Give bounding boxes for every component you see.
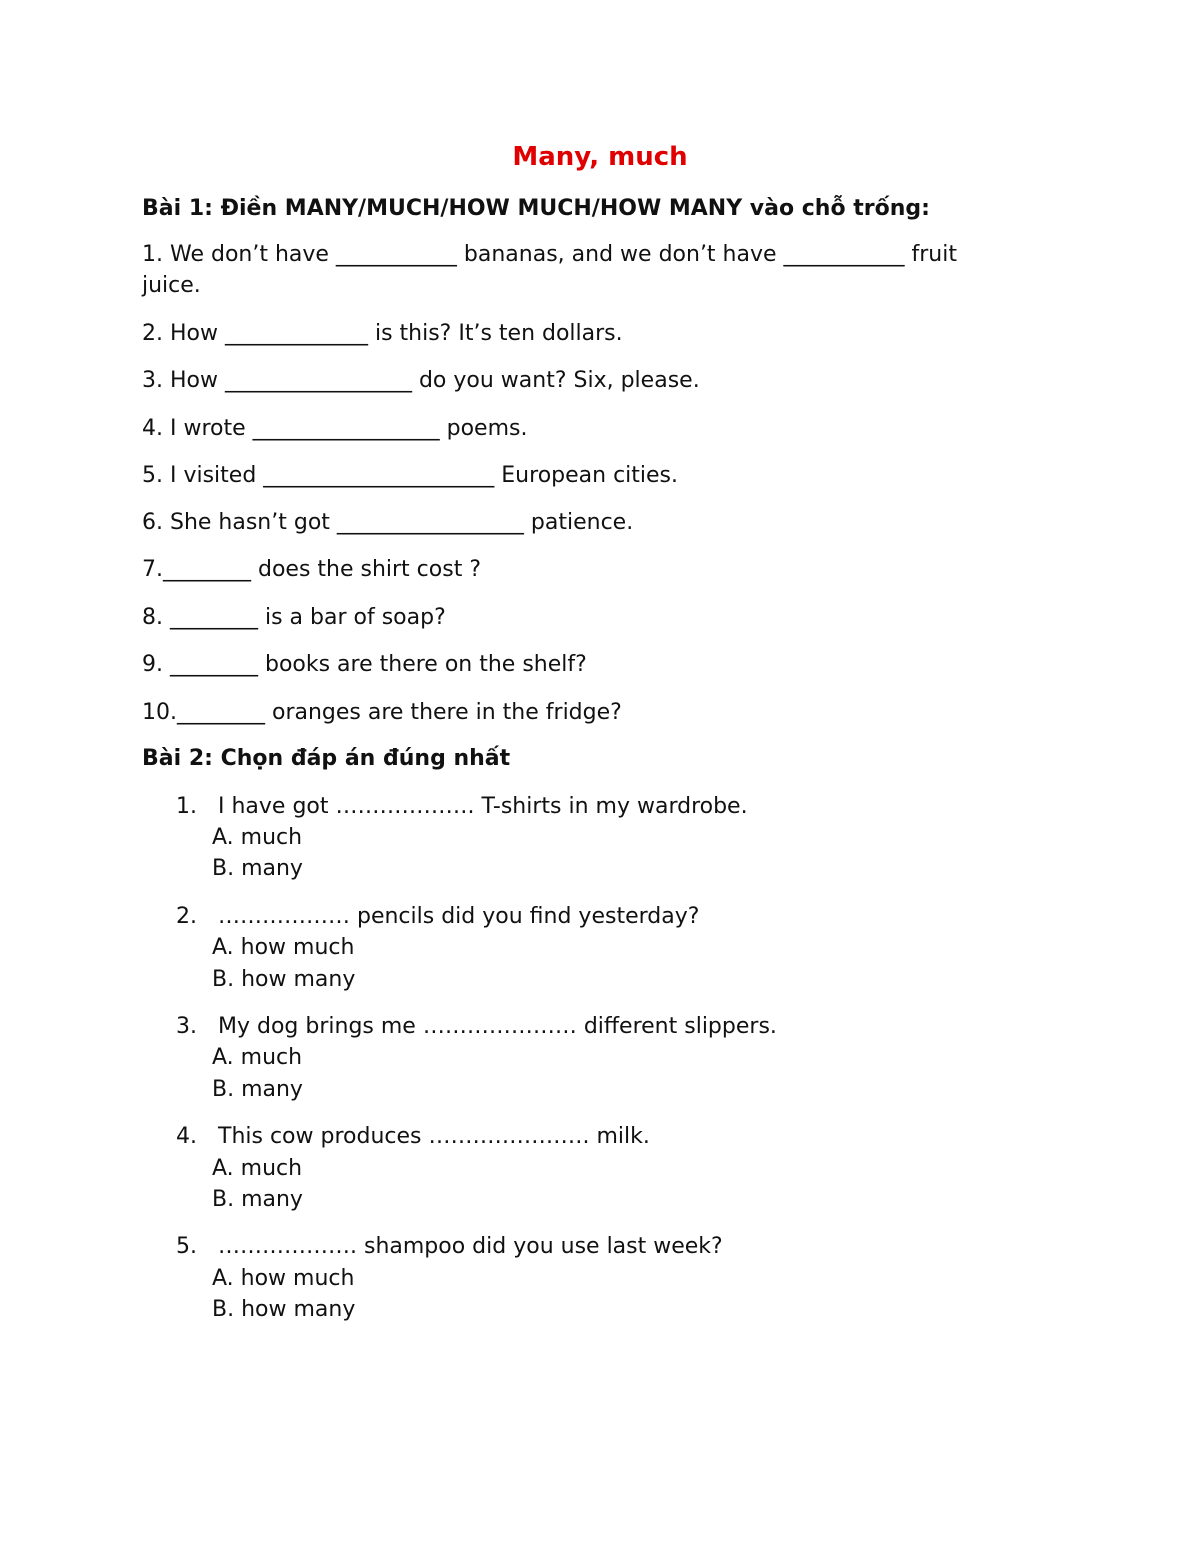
fill-item-10: 10.________ oranges are there in the fridge? [142, 700, 622, 725]
mc-option-b: B. how many [212, 967, 356, 992]
mc-question-text: ………………. shampoo did you use last week? [218, 1234, 723, 1259]
mc-question-number: 3. [176, 1014, 197, 1039]
mc-option-a: A. how much [212, 1266, 355, 1291]
mc-question-text: I have got ………………. T-shirts in my wardrobe. [218, 794, 748, 819]
fill-item-6: 6. She hasn’t got _________________ patience. [142, 510, 634, 535]
mc-question-number: 4. [176, 1124, 197, 1149]
mc-question-2 [176, 901, 699, 932]
section1-heading: Bài 1: Điền MANY/MUCH/HOW MUCH/HOW MANY vào chỗ trống: [142, 196, 930, 221]
mc-option-b: B. many [212, 1077, 303, 1102]
mc-question-text: This cow produces …………………. milk. [218, 1124, 650, 1149]
mc-question-number: 2. [176, 904, 197, 929]
section2-heading: Bài 2: Chọn đáp án đúng nhất [142, 746, 511, 771]
fill-item-9: 9. ________ books are there on the shelf? [142, 652, 587, 677]
fill-item-3: 3. How _________________ do you want? Six, please. [142, 368, 700, 393]
fill-item-7: 7.________ does the shirt cost ? [142, 557, 481, 582]
mc-question-text: ……………… pencils did you find yesterday? [218, 904, 700, 929]
mc-question-number: 5. [176, 1234, 197, 1259]
mc-question-text: My dog brings me ………………… different slippers. [218, 1014, 777, 1039]
page-title: Many, much [512, 142, 688, 172]
mc-question-3 [176, 1011, 777, 1042]
mc-option-a: A. how much [212, 935, 355, 960]
fill-item-1: 1. We don’t have ___________ bananas, and we don’t have ___________ fruit juice. [142, 242, 957, 298]
mc-option-a: A. much [212, 1045, 303, 1070]
mc-option-a: A. much [212, 825, 303, 850]
mc-option-b: B. how many [212, 1297, 356, 1322]
mc-question-4 [176, 1121, 650, 1152]
fill-item-4: 4. I wrote _________________ poems. [142, 416, 528, 441]
fill-item-8: 8. ________ is a bar of soap? [142, 605, 446, 630]
mc-question-number: 1. [176, 794, 197, 819]
mc-option-a: A. much [212, 1156, 303, 1181]
mc-option-b: B. many [212, 856, 303, 881]
fill-item-5: 5. I visited _____________________ European cities. [142, 463, 679, 488]
fill-item-2: 2. How _____________ is this? It’s ten dollars. [142, 321, 623, 346]
mc-option-b: B. many [212, 1187, 303, 1212]
mc-question-5 [176, 1231, 723, 1262]
mc-question-1 [176, 791, 748, 822]
